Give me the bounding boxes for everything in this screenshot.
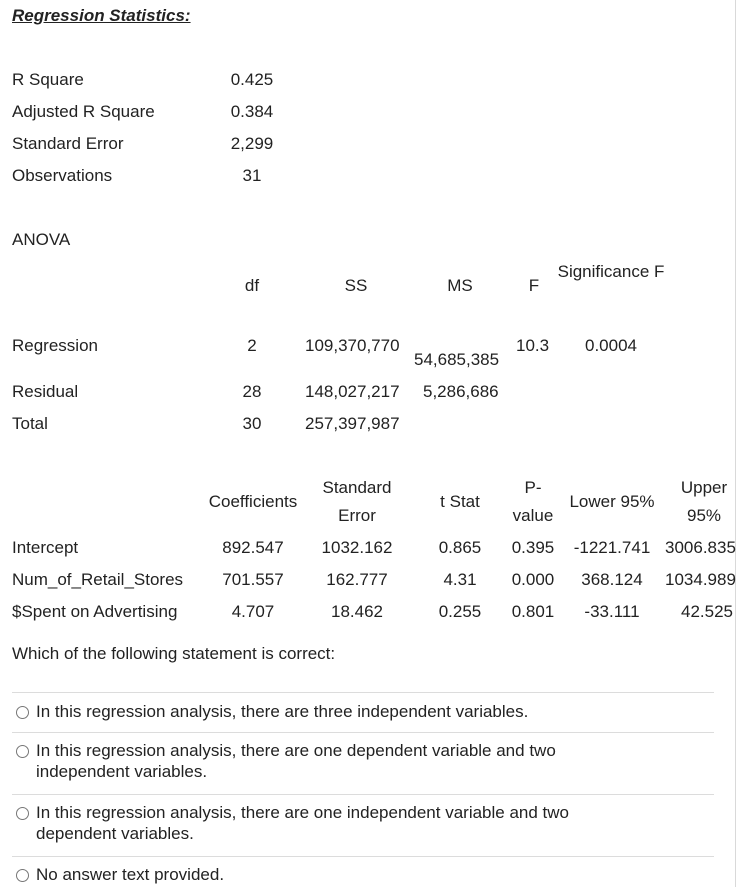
anova-residual-ms: 5,286,686 (423, 382, 499, 401)
coef-intercept-standard-error: 1032.162 (321, 538, 393, 557)
regression-statistics-title: Regression Statistics: (12, 6, 191, 25)
stat-value-adjusted-r-square: 0.384 (230, 102, 274, 121)
coef-intercept-coefficient: 892.547 (222, 538, 284, 557)
coef-advertising-p-value: 0.801 (511, 602, 555, 621)
anova-regression-f: 10.3 (516, 336, 550, 355)
anova-row-label-residual: Residual (12, 382, 79, 401)
stat-label-r-square: R Square (12, 70, 84, 89)
coef-advertising-t-stat: 0.255 (438, 602, 482, 621)
anova-residual-df: 28 (242, 382, 262, 401)
stat-label-standard-error: Standard Error (12, 134, 124, 153)
answer-option-label: No answer text provided. (36, 865, 225, 884)
coef-intercept-t-stat: 0.865 (438, 538, 482, 557)
stat-label-observations: Observations (12, 166, 113, 185)
coef-header-coefficients: Coefficients (208, 492, 298, 511)
anova-header-df: df (244, 276, 260, 295)
radio-button-icon[interactable] (16, 869, 29, 882)
coef-retail-standard-error: 162.777 (326, 570, 388, 589)
coef-row-label-num-of-retail-stores: Num_of_Retail_Stores (12, 570, 184, 589)
coef-retail-upper-95: 1034.989 (665, 570, 736, 589)
stat-value-r-square: 0.425 (230, 70, 274, 89)
coef-retail-coefficient: 701.557 (222, 570, 284, 589)
anova-header-ms: MS (447, 276, 473, 295)
anova-header-significance-f: Significance F (557, 262, 665, 281)
anova-regression-ss: 109,370,770 (305, 336, 400, 355)
coef-retail-t-stat: 4.31 (443, 570, 477, 589)
answer-option-label: In this regression analysis, there are one independent variable and two dependent variables. (36, 803, 570, 843)
answer-option-label: In this regression analysis, there are three independent variables. (36, 702, 529, 721)
anova-regression-significance-f: 0.0004 (585, 336, 637, 355)
coef-row-label-intercept: Intercept (12, 538, 79, 557)
answer-option-label: In this regression analysis, there are one dependent variable and two independent variables. (36, 741, 556, 781)
coef-advertising-standard-error: 18.462 (331, 602, 383, 621)
answer-option-4[interactable] (12, 856, 714, 887)
anova-regression-ms: 54,685,385 (414, 350, 500, 369)
right-border (735, 0, 736, 887)
coef-intercept-lower-95: -1221.741 (573, 538, 651, 557)
answer-option-2[interactable] (12, 732, 714, 794)
stat-label-adjusted-r-square: Adjusted R Square (12, 102, 155, 121)
coef-header-p-value: P-value (512, 478, 554, 525)
stat-value-standard-error: 2,299 (230, 134, 274, 153)
coef-header-standard-error: Standard Error (322, 478, 392, 525)
coef-header-upper-95: Upper 95% (680, 478, 728, 525)
anova-title: ANOVA (12, 230, 71, 249)
anova-row-label-regression: Regression (12, 336, 98, 355)
coef-header-t-stat: t Stat (440, 492, 480, 511)
anova-total-ss: 257,397,987 (305, 414, 400, 433)
radio-button-icon[interactable] (16, 706, 29, 719)
coef-header-lower-95: Lower 95% (569, 492, 655, 511)
anova-residual-ss: 148,027,217 (305, 382, 400, 401)
coef-advertising-upper-95: 42.525 (681, 602, 733, 621)
coef-retail-lower-95: 368.124 (581, 570, 643, 589)
answer-option-3[interactable] (12, 794, 714, 856)
anova-row-label-total: Total (12, 414, 48, 433)
coef-retail-p-value: 0.000 (511, 570, 555, 589)
coef-row-label-spent-on-advertising: $Spent on Advertising (12, 602, 178, 621)
stat-value-observations: 31 (242, 166, 262, 185)
coef-intercept-p-value: 0.395 (511, 538, 555, 557)
question-text: Which of the following statement is correct: (12, 644, 336, 663)
answer-option-1[interactable] (12, 692, 714, 732)
coef-advertising-lower-95: -33.111 (584, 602, 640, 621)
anova-total-df: 30 (242, 414, 262, 433)
anova-header-f: F (528, 276, 540, 295)
coef-intercept-upper-95: 3006.835 (665, 538, 736, 557)
anova-header-ss: SS (344, 276, 368, 295)
coef-advertising-coefficient: 4.707 (231, 602, 275, 621)
radio-button-icon[interactable] (16, 745, 29, 758)
radio-button-icon[interactable] (16, 807, 29, 820)
anova-regression-df: 2 (247, 336, 257, 355)
